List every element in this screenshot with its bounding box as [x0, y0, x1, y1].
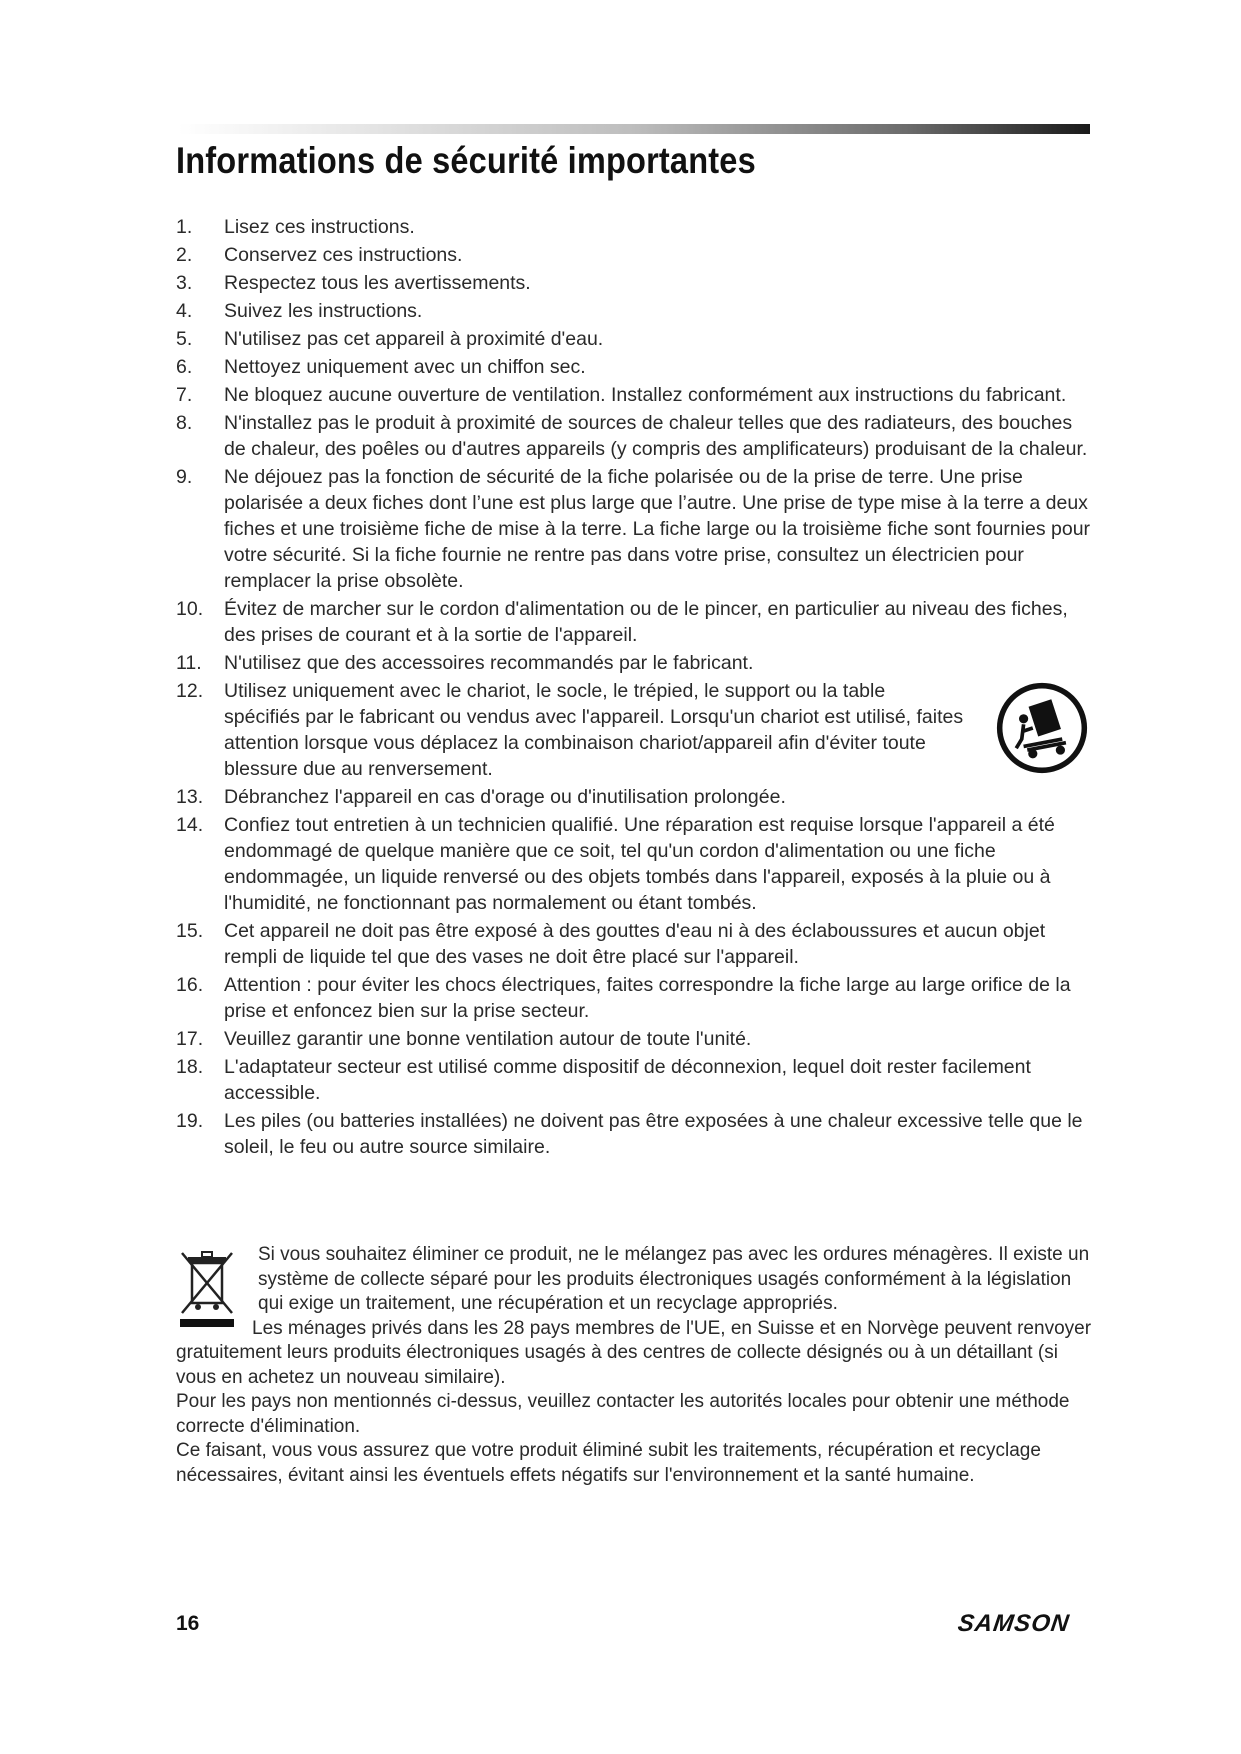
list-item: 10. Évitez de marcher sur le cordon d'alimentation ou de le pincer, en particulier au niveau des fiches, des prises de courant et à la sortie de l'appareil. [176, 598, 1068, 646]
list-item: 7. Ne bloquez aucune ouverture de ventilation. Installez conformément aux instructions du fabricant. [176, 384, 1067, 406]
weee-paragraph: Ce faisant, vous vous assurez que votre produit éliminé subit les traitements, récupération et recyclage nécessaires, évitant ainsi les éventuels effets négatifs sur l'environnement et la santé humaine. [176, 1440, 1041, 1486]
list-item: 13. Débranchez l'appareil en cas d'orage ou d'inutilisation prolongée. [176, 786, 786, 808]
list-item: 6. Nettoyez uniquement avec un chiffon sec. [176, 356, 586, 378]
weee-disposal-notice [176, 1243, 1096, 1488]
list-item: 9. Ne déjouez pas la fonction de sécurité de la fiche polarisée ou de la prise de terre. Une prise polarisée a deux fiches dont l’une est plus large que l’autre. Une prise de type mise à la terre a deux fiches et une troisième fiche de mise à la terre. La fiche large ou la troisième fiche sont fournies pour votre sécurité. Si la fiche fournie ne rentre pas dans votre prise, consultez un électricien pour remplacer la prise obsolète. [176, 466, 1091, 592]
weee-paragraph: Pour les pays non mentionnés ci-dessus, veuillez contacter les autorités locales pour obtenir une méthode correcte d'élimination. [176, 1391, 1070, 1437]
list-item: 3. Respectez tous les avertissements. [176, 272, 531, 294]
list-item: 5. N'utilisez pas cet appareil à proximité d'eau. [176, 328, 604, 350]
cart-tip-over-warning-icon [996, 682, 1088, 774]
weee-paragraph: Les ménages privés dans les 28 pays membres de l'UE, en Suisse et en Norvège peuvent renvoyer gratuitement leurs produits électroniques usagés à des centres de collecte désignés ou à un détaillant (si vous en achetez un nouveau similaire). [176, 1317, 1092, 1388]
list-item: 2. Conservez ces instructions. [176, 244, 463, 266]
page-number: 16 [176, 1612, 200, 1635]
weee-intro: Si vous souhaitez éliminer ce produit, ne le mélangez pas avec les ordures ménagères. Il existe un système de collecte séparé pour les produits électroniques usagés conformément à la législation qui exige un traitement, une récupération et un recyclage appropriés. [258, 1244, 1090, 1314]
header-gradient-bar [178, 124, 1090, 134]
list-item: 1. Lisez ces instructions. [176, 216, 415, 238]
safety-list [176, 214, 1096, 1162]
list-item-cart-warning: 12. Utilisez uniquement avec le chariot, le socle, le trépied, le support ou la table spécifiés par le fabricant ou vendus avec l'appareil. Lorsqu'un chariot est utilisé, faites attention lorsque vous déplacez la combinaison chariot/appareil afin d'éviter toute blessure due au renversement. [176, 678, 1096, 782]
list-item: 19. Les piles (ou batteries installées) ne doivent pas être exposées à une chaleur excessive telle que le soleil, le feu ou autre source similaire. [176, 1110, 1083, 1158]
list-item: 15. Cet appareil ne doit pas être exposé à des gouttes d'eau ni à des éclaboussures et aucun objet rempli de liquide tel que des vases ne doit être placé sur l'appareil. [176, 920, 1046, 968]
list-item: 17. Veuillez garantir une bonne ventilation autour de toute l'unité. [176, 1028, 752, 1050]
brand-logo: SAMSON [956, 1610, 1072, 1637]
crossed-out-bin-icon [176, 1249, 238, 1329]
list-item: 4. Suivez les instructions. [176, 300, 423, 322]
list-item: 18. L'adaptateur secteur est utilisé comme dispositif de déconnexion, lequel doit rester facilement accessible. [176, 1056, 1031, 1104]
list-item: 14. Confiez tout entretien à un technicien qualifié. Une réparation est requise lorsque l'appareil a été endommagé de quelque manière que ce soit, tel qu'un cordon d'alimentation ou une fiche endommagée, un liquide renversé ou des objets tombés dans l'appareil, exposés à la pluie ou à l'humidité, ne fonctionnant pas normalement ou étant tombés. [176, 814, 1055, 914]
list-item: 11. N'utilisez que des accessoires recommandés par le fabricant. [176, 652, 754, 674]
list-item: 8. N'installez pas le produit à proximité de sources de chaleur telles que des radiateurs, des bouches de chaleur, des poêles ou d'autres appareils (y compris des amplificateurs) produisant de la chaleur. [176, 412, 1088, 460]
page-title: Informations de sécurité importantes [176, 140, 756, 181]
list-item: 16. Attention : pour éviter les chocs électriques, faites correspondre la fiche large au large orifice de la prise et enfoncez bien sur la prise secteur. [176, 974, 1071, 1022]
